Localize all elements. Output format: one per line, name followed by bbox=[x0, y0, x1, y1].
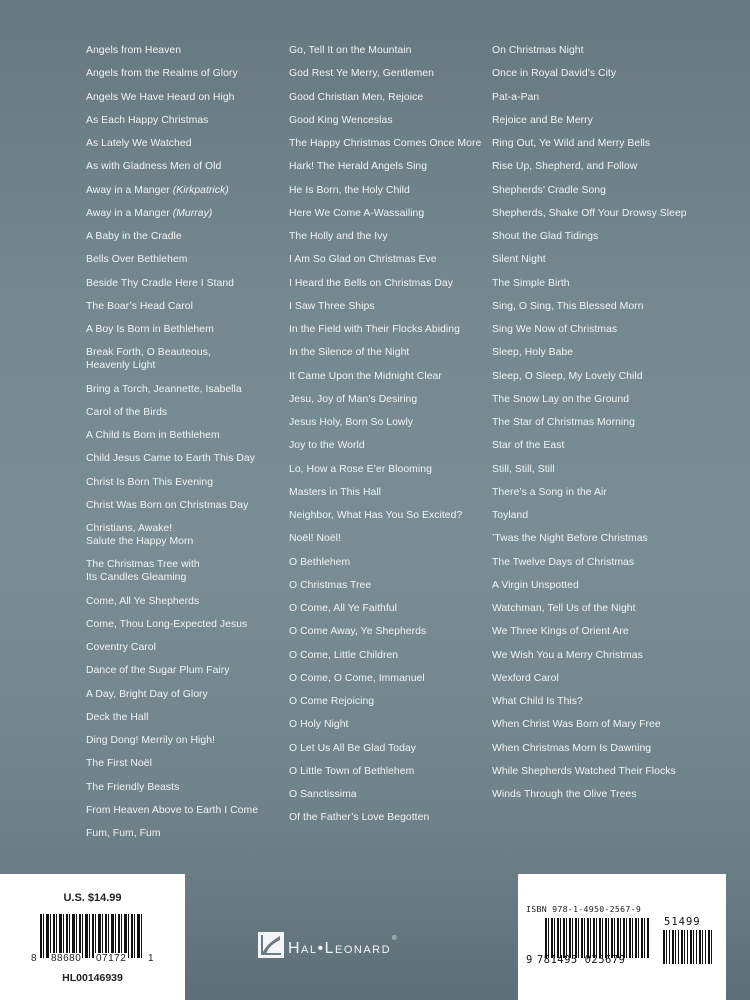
song-title-text: Wexford Carol bbox=[492, 672, 559, 684]
ean-lead-digit: 9 bbox=[526, 954, 533, 966]
song-title bbox=[492, 556, 722, 569]
song-title bbox=[86, 734, 276, 747]
song-title-text: O Little Town of Bethlehem bbox=[289, 765, 415, 777]
song-title-text: Angels from Heaven bbox=[86, 45, 182, 56]
song-title bbox=[289, 323, 489, 336]
song-title bbox=[289, 300, 489, 313]
hal-leonard-logo bbox=[258, 928, 397, 958]
song-title-text: When Christmas Morn Is Dawning bbox=[492, 742, 652, 754]
publisher-name: Hal•Leonard bbox=[288, 940, 392, 957]
song-title-text: O Come Rejoicing bbox=[289, 696, 375, 707]
song-title bbox=[289, 67, 489, 80]
song-title-line-2: Its Candles Gleaming bbox=[86, 572, 187, 584]
song-title-text: From Heaven Above to Earth I Come bbox=[86, 804, 259, 816]
song-title bbox=[492, 346, 722, 359]
song-title-text: Sing, O Sing, This Blessed Morn bbox=[492, 300, 644, 312]
song-title bbox=[492, 393, 722, 406]
song-title bbox=[492, 509, 722, 522]
song-title bbox=[289, 416, 489, 429]
song-title-text: Winds Through the Olive Trees bbox=[492, 789, 637, 800]
song-title bbox=[289, 160, 489, 173]
song-title-text: In the Field with Their Flocks Abiding bbox=[289, 324, 460, 335]
song-title-text: Come, All Ye Shepherds bbox=[86, 595, 200, 607]
song-title bbox=[492, 742, 722, 755]
song-title bbox=[492, 532, 722, 545]
song-title-text: Noël! Noël! bbox=[289, 533, 341, 545]
song-title-line-1: Break Forth, O Beauteous, bbox=[86, 347, 211, 359]
song-title-text: He Is Born, the Holy Child bbox=[289, 184, 410, 196]
song-title-text: I Saw Three Ships bbox=[289, 300, 375, 312]
price-text: U.S. $14.99 bbox=[63, 892, 122, 904]
song-title bbox=[289, 137, 489, 150]
song-title bbox=[492, 67, 722, 80]
hal-leonard-logo-mark-icon bbox=[258, 932, 284, 958]
song-title bbox=[289, 649, 489, 662]
song-title-text: Shepherds’ Cradle Song bbox=[492, 184, 606, 196]
song-title-text: O Come, All Ye Faithful bbox=[289, 603, 397, 614]
price-addon-barcode bbox=[663, 930, 713, 964]
isbn-text: ISBN 978-1-4950-2567-9 bbox=[526, 904, 642, 914]
song-title-text: Joy to the World bbox=[289, 440, 365, 452]
song-title bbox=[86, 664, 276, 677]
song-title bbox=[289, 91, 489, 104]
song-title bbox=[86, 277, 276, 290]
song-title-text: God Rest Ye Merry, Gentlemen bbox=[289, 68, 435, 80]
song-title-text: O Holy Night bbox=[289, 719, 349, 731]
song-title-text: O Bethlehem bbox=[289, 556, 351, 568]
song-title-text: O Come, O Come, Immanuel bbox=[289, 672, 425, 684]
song-title bbox=[492, 765, 722, 778]
song-title bbox=[86, 406, 276, 419]
song-title bbox=[492, 230, 722, 243]
song-title bbox=[492, 625, 722, 638]
song-title bbox=[289, 463, 489, 476]
song-title-text: Angels from the Realms of Glory bbox=[86, 68, 238, 80]
song-title-text: As with Gladness Men of Old bbox=[86, 161, 222, 173]
song-title-text: On Christmas Night bbox=[492, 45, 584, 56]
song-title bbox=[86, 383, 276, 396]
song-title bbox=[86, 160, 276, 173]
song-arranger-note: (Murray) bbox=[172, 207, 213, 219]
song-title-text: Ding Dong! Merrily on High! bbox=[86, 735, 215, 746]
song-title bbox=[86, 804, 276, 817]
song-title bbox=[86, 618, 276, 631]
song-title bbox=[492, 207, 722, 220]
song-title-line-2: Heavenly Light bbox=[86, 360, 156, 372]
song-title bbox=[86, 346, 276, 372]
song-title-text: Toyland bbox=[492, 510, 529, 521]
song-title-text: O Sanctissima bbox=[289, 789, 357, 800]
song-title-text: Away in a Manger bbox=[86, 184, 170, 196]
song-title bbox=[86, 711, 276, 724]
song-title bbox=[492, 323, 722, 336]
song-title-text: The Snow Lay on the Ground bbox=[492, 393, 630, 405]
song-title-text: Masters in This Hall bbox=[289, 486, 382, 498]
song-title-line-1: The Christmas Tree with bbox=[86, 559, 200, 571]
song-title-text: O Christmas Tree bbox=[289, 579, 372, 591]
song-title-text: I Heard the Bells on Christmas Day bbox=[289, 277, 453, 289]
song-title-text: O Come, Little Children bbox=[289, 649, 399, 661]
song-title bbox=[86, 114, 276, 127]
song-title-text: Good King Wenceslas bbox=[289, 114, 393, 126]
song-title-text: Still, Still, Still bbox=[492, 463, 555, 475]
isbn-barcode bbox=[545, 918, 649, 958]
song-title-text: Dance of the Sugar Plum Fairy bbox=[86, 665, 230, 677]
song-title-text: Deck the Hall bbox=[86, 711, 149, 723]
song-title-text: What Child Is This? bbox=[492, 696, 583, 707]
song-title-text: Coventry Carol bbox=[86, 642, 156, 653]
song-title bbox=[289, 393, 489, 406]
song-title bbox=[289, 625, 489, 638]
song-title-text: Fum, Fum, Fum bbox=[86, 828, 161, 839]
upc-barcode bbox=[40, 914, 142, 958]
song-title bbox=[492, 370, 722, 383]
song-title bbox=[86, 137, 276, 150]
ean-main-digits: 781495 025679 bbox=[536, 954, 626, 966]
song-title bbox=[492, 486, 722, 499]
song-title-text: Here We Come A-Wassailing bbox=[289, 207, 425, 219]
song-title bbox=[289, 207, 489, 220]
price-addon-digits: 51499 bbox=[664, 916, 701, 928]
song-title-text: O Let Us All Be Glad Today bbox=[289, 742, 417, 754]
song-title bbox=[492, 300, 722, 313]
song-title bbox=[86, 230, 276, 243]
song-title bbox=[289, 486, 489, 499]
song-title-text: Bells Over Bethlehem bbox=[86, 254, 188, 266]
song-title-text: Jesus Holy, Born So Lowly bbox=[289, 417, 414, 428]
song-title bbox=[289, 602, 489, 615]
upc-left-digits: 88680 bbox=[51, 953, 82, 964]
song-title-text: The First Noël bbox=[86, 758, 152, 770]
song-title-text: The Star of Christmas Morning bbox=[492, 417, 635, 428]
song-title bbox=[492, 184, 722, 197]
song-title-text: Go, Tell It on the Mountain bbox=[289, 45, 412, 56]
song-title bbox=[86, 558, 276, 584]
song-title-text: We Three Kings of Orient Are bbox=[492, 626, 629, 638]
song-title-text: It Came Upon the Midnight Clear bbox=[289, 370, 442, 382]
song-column-1 bbox=[86, 44, 276, 850]
song-title bbox=[86, 476, 276, 489]
song-title-text: ’Twas the Night Before Christmas bbox=[492, 533, 648, 545]
song-title-text: Rejoice and Be Merry bbox=[492, 114, 593, 126]
song-title-line-1: Christians, Awake! bbox=[86, 523, 173, 534]
song-title-text: As Lately We Watched bbox=[86, 138, 192, 149]
song-column-2 bbox=[289, 44, 489, 835]
song-title bbox=[86, 323, 276, 336]
song-title bbox=[289, 277, 489, 290]
song-title bbox=[289, 230, 489, 243]
upc-check-digit: 1 bbox=[148, 953, 154, 964]
price-barcode-label bbox=[0, 874, 185, 1000]
song-title-text: Good Christian Men, Rejoice bbox=[289, 91, 424, 103]
song-title-text: Sleep, Holy Babe bbox=[492, 347, 574, 359]
song-title bbox=[86, 827, 276, 840]
song-title-text: Sing We Now of Christmas bbox=[492, 324, 618, 335]
song-title bbox=[492, 277, 722, 290]
song-title-text: Carol of the Birds bbox=[86, 406, 168, 418]
song-title bbox=[492, 602, 722, 615]
song-title-text: Watchman, Tell Us of the Night bbox=[492, 603, 636, 614]
song-title-text: Sleep, O Sleep, My Lovely Child bbox=[492, 370, 643, 382]
song-title bbox=[492, 579, 722, 592]
song-title bbox=[289, 44, 489, 57]
song-title-text: There’s a Song in the Air bbox=[492, 486, 607, 498]
song-title bbox=[289, 765, 489, 778]
song-title bbox=[289, 579, 489, 592]
song-title bbox=[86, 641, 276, 654]
song-title-text: Lo, How a Rose E’er Blooming bbox=[289, 463, 432, 475]
song-title-text: Come, Thou Long-Expected Jesus bbox=[86, 618, 248, 630]
song-title-text: The Boar’s Head Carol bbox=[86, 300, 193, 312]
song-title-text: Jesu, Joy of Man’s Desiring bbox=[289, 393, 418, 405]
song-title-text: Christ Was Born on Christmas Day bbox=[86, 499, 249, 511]
song-title-text: The Friendly Beasts bbox=[86, 781, 180, 793]
song-title bbox=[86, 44, 276, 57]
song-column-3 bbox=[492, 44, 722, 811]
song-title-text: Christ Is Born This Evening bbox=[86, 476, 214, 488]
product-code: HL00146939 bbox=[62, 972, 123, 984]
song-title bbox=[86, 67, 276, 80]
song-title-text: Shepherds, Shake Off Your Drowsy Sleep bbox=[492, 207, 687, 219]
song-title-text: Star of the East bbox=[492, 440, 565, 452]
song-title-text: Ring Out, Ye Wild and Merry Bells bbox=[492, 138, 651, 149]
song-title bbox=[289, 114, 489, 127]
song-title-text: Of the Father’s Love Begotten bbox=[289, 812, 430, 824]
song-title-text: Pat-a-Pan bbox=[492, 91, 540, 103]
song-title-line-2: Salute the Happy Morn bbox=[86, 536, 194, 547]
song-title bbox=[86, 688, 276, 701]
song-title-text: In the Silence of the Night bbox=[289, 347, 410, 359]
song-title bbox=[492, 463, 722, 476]
song-title-text: Rise Up, Shepherd, and Follow bbox=[492, 161, 638, 173]
song-title bbox=[86, 184, 276, 197]
song-title-text: A Baby in the Cradle bbox=[86, 231, 182, 242]
song-title bbox=[289, 742, 489, 755]
song-title bbox=[86, 499, 276, 512]
song-title bbox=[492, 253, 722, 266]
song-title bbox=[289, 439, 489, 452]
song-title bbox=[86, 522, 276, 548]
song-title-text: A Day, Bright Day of Glory bbox=[86, 688, 208, 700]
song-title-text: The Twelve Days of Christmas bbox=[492, 556, 635, 568]
song-title-text: When Christ Was Born of Mary Free bbox=[492, 719, 661, 731]
song-title bbox=[86, 595, 276, 608]
isbn-barcode-label bbox=[518, 874, 726, 1000]
song-title bbox=[492, 718, 722, 731]
song-title-text: Beside Thy Cradle Here I Stand bbox=[86, 277, 235, 289]
song-title bbox=[289, 370, 489, 383]
song-title bbox=[289, 718, 489, 731]
song-title-text: Child Jesus Came to Earth This Day bbox=[86, 453, 255, 465]
song-title-text: A Boy Is Born in Bethlehem bbox=[86, 324, 214, 335]
song-title bbox=[86, 253, 276, 266]
song-title-text: Once in Royal David’s City bbox=[492, 68, 617, 80]
song-title bbox=[492, 44, 722, 57]
song-title bbox=[86, 300, 276, 313]
song-title bbox=[492, 439, 722, 452]
song-title-text: The Happy Christmas Comes Once More bbox=[289, 138, 482, 149]
song-title-text: Angels We Have Heard on High bbox=[86, 91, 235, 103]
song-title bbox=[289, 346, 489, 359]
ean-digits bbox=[526, 954, 626, 966]
song-title bbox=[86, 207, 276, 220]
song-title bbox=[492, 91, 722, 104]
song-title bbox=[492, 695, 722, 708]
song-title-text: O Come Away, Ye Shepherds bbox=[289, 626, 427, 638]
upc-right-digits: 07172 bbox=[96, 953, 127, 964]
song-title bbox=[86, 781, 276, 794]
song-title-text: Shout the Glad Tidings bbox=[492, 231, 599, 242]
song-title-text: Bring a Torch, Jeannette, Isabella bbox=[86, 383, 242, 395]
song-title-text: We Wish You a Merry Christmas bbox=[492, 649, 643, 661]
song-title-text: The Holly and the Ivy bbox=[289, 231, 388, 242]
song-title bbox=[289, 532, 489, 545]
song-title bbox=[492, 114, 722, 127]
song-title-text: A Child Is Born in Bethlehem bbox=[86, 430, 220, 441]
song-title-text: Silent Night bbox=[492, 254, 546, 266]
song-title bbox=[492, 649, 722, 662]
song-title bbox=[492, 788, 722, 801]
song-title-text: Hark! The Herald Angels Sing bbox=[289, 161, 428, 173]
song-title bbox=[492, 160, 722, 173]
registered-mark: ® bbox=[392, 936, 397, 942]
song-title-text: As Each Happy Christmas bbox=[86, 114, 209, 126]
song-title bbox=[86, 757, 276, 770]
song-title bbox=[492, 672, 722, 685]
song-title-text: A Virgin Unspotted bbox=[492, 579, 579, 591]
song-arranger-note: (Kirkpatrick) bbox=[172, 184, 229, 196]
song-title-text: While Shepherds Watched Their Flocks bbox=[492, 765, 676, 777]
song-title bbox=[289, 556, 489, 569]
song-title bbox=[289, 184, 489, 197]
song-title bbox=[289, 811, 489, 824]
song-title-text: The Simple Birth bbox=[492, 277, 570, 289]
song-title bbox=[289, 672, 489, 685]
upc-first-digit: 8 bbox=[31, 953, 37, 964]
song-title bbox=[86, 452, 276, 465]
song-title bbox=[289, 253, 489, 266]
song-title bbox=[289, 788, 489, 801]
song-title bbox=[492, 137, 722, 150]
song-title bbox=[289, 509, 489, 522]
song-title-text: I Am So Glad on Christmas Eve bbox=[289, 254, 437, 266]
song-title bbox=[289, 695, 489, 708]
song-title bbox=[492, 416, 722, 429]
song-title-text: Neighbor, What Has You So Excited? bbox=[289, 510, 463, 521]
song-title bbox=[86, 429, 276, 442]
song-title bbox=[86, 91, 276, 104]
song-title-text: Away in a Manger bbox=[86, 207, 170, 219]
